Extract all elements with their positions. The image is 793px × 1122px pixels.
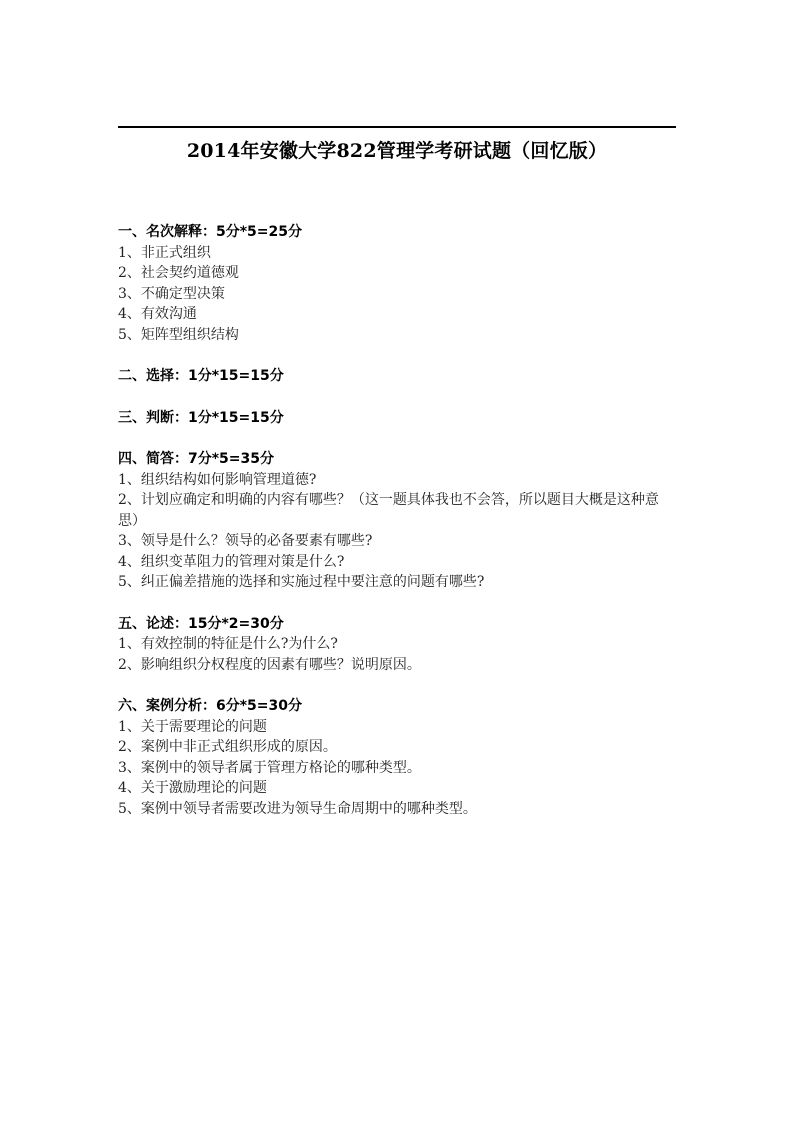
list-item: 5、矩阵型组织结构 bbox=[118, 326, 239, 343]
list-item: 2、计划应确定和明确的内容有哪些？（这一题具体我也不会答，所以题目大概是这种意思） bbox=[118, 492, 659, 529]
header-rule bbox=[118, 126, 676, 128]
section-heading: 一、名次解释：5分*5=25分 bbox=[118, 224, 303, 240]
document-body bbox=[118, 222, 678, 840]
section-6 bbox=[118, 696, 678, 819]
list-item: 2、案例中非正式组织形成的原因。 bbox=[118, 739, 337, 755]
section-heading: 五、论述：15分*2=30分 bbox=[118, 615, 284, 632]
list-item: 5、纠正偏差措施的选择和实施过程中要注意的问题有哪些? bbox=[118, 574, 485, 590]
section-2 bbox=[118, 366, 678, 387]
section-heading: 二、选择：1分*15=15分 bbox=[118, 368, 284, 384]
list-item: 2、影响组织分权程度的因素有哪些？说明原因。 bbox=[118, 656, 421, 673]
section-1 bbox=[118, 222, 678, 345]
section-heading: 六、案例分析：6分*5=30分 bbox=[118, 698, 303, 714]
list-item: 1、组织结构如何影响管理道德? bbox=[118, 471, 317, 488]
list-item: 3、案例中的领导者属于管理方格论的哪种类型。 bbox=[118, 759, 421, 776]
section-5 bbox=[118, 614, 678, 676]
list-item: 4、有效沟通 bbox=[118, 306, 197, 322]
list-item: 1、非正式组织 bbox=[118, 244, 211, 261]
list-item: 5、案例中领导者需要改进为领导生命周期中的哪种类型。 bbox=[118, 800, 477, 817]
list-item: 3、不确定型决策 bbox=[118, 285, 225, 302]
section-3 bbox=[118, 408, 678, 429]
section-4 bbox=[118, 449, 678, 593]
list-item: 4、关于激励理论的问题 bbox=[118, 780, 267, 796]
section-heading: 三、判断：1分*15=15分 bbox=[118, 409, 284, 426]
list-item: 1、关于需要理论的问题 bbox=[118, 718, 267, 735]
section-heading: 四、简答：7分*5=35分 bbox=[118, 451, 275, 467]
list-item: 4、组织变革阻力的管理对策是什么? bbox=[118, 553, 345, 570]
list-item: 1、有效控制的特征是什么?为什么? bbox=[118, 636, 338, 652]
list-item: 2、社会契约道德观 bbox=[118, 265, 239, 281]
list-item: 3、领导是什么？领导的必备要素有哪些? bbox=[118, 533, 373, 549]
document-title: 2014年安徽大学822管理学考研试题（回忆版） bbox=[186, 140, 608, 162]
